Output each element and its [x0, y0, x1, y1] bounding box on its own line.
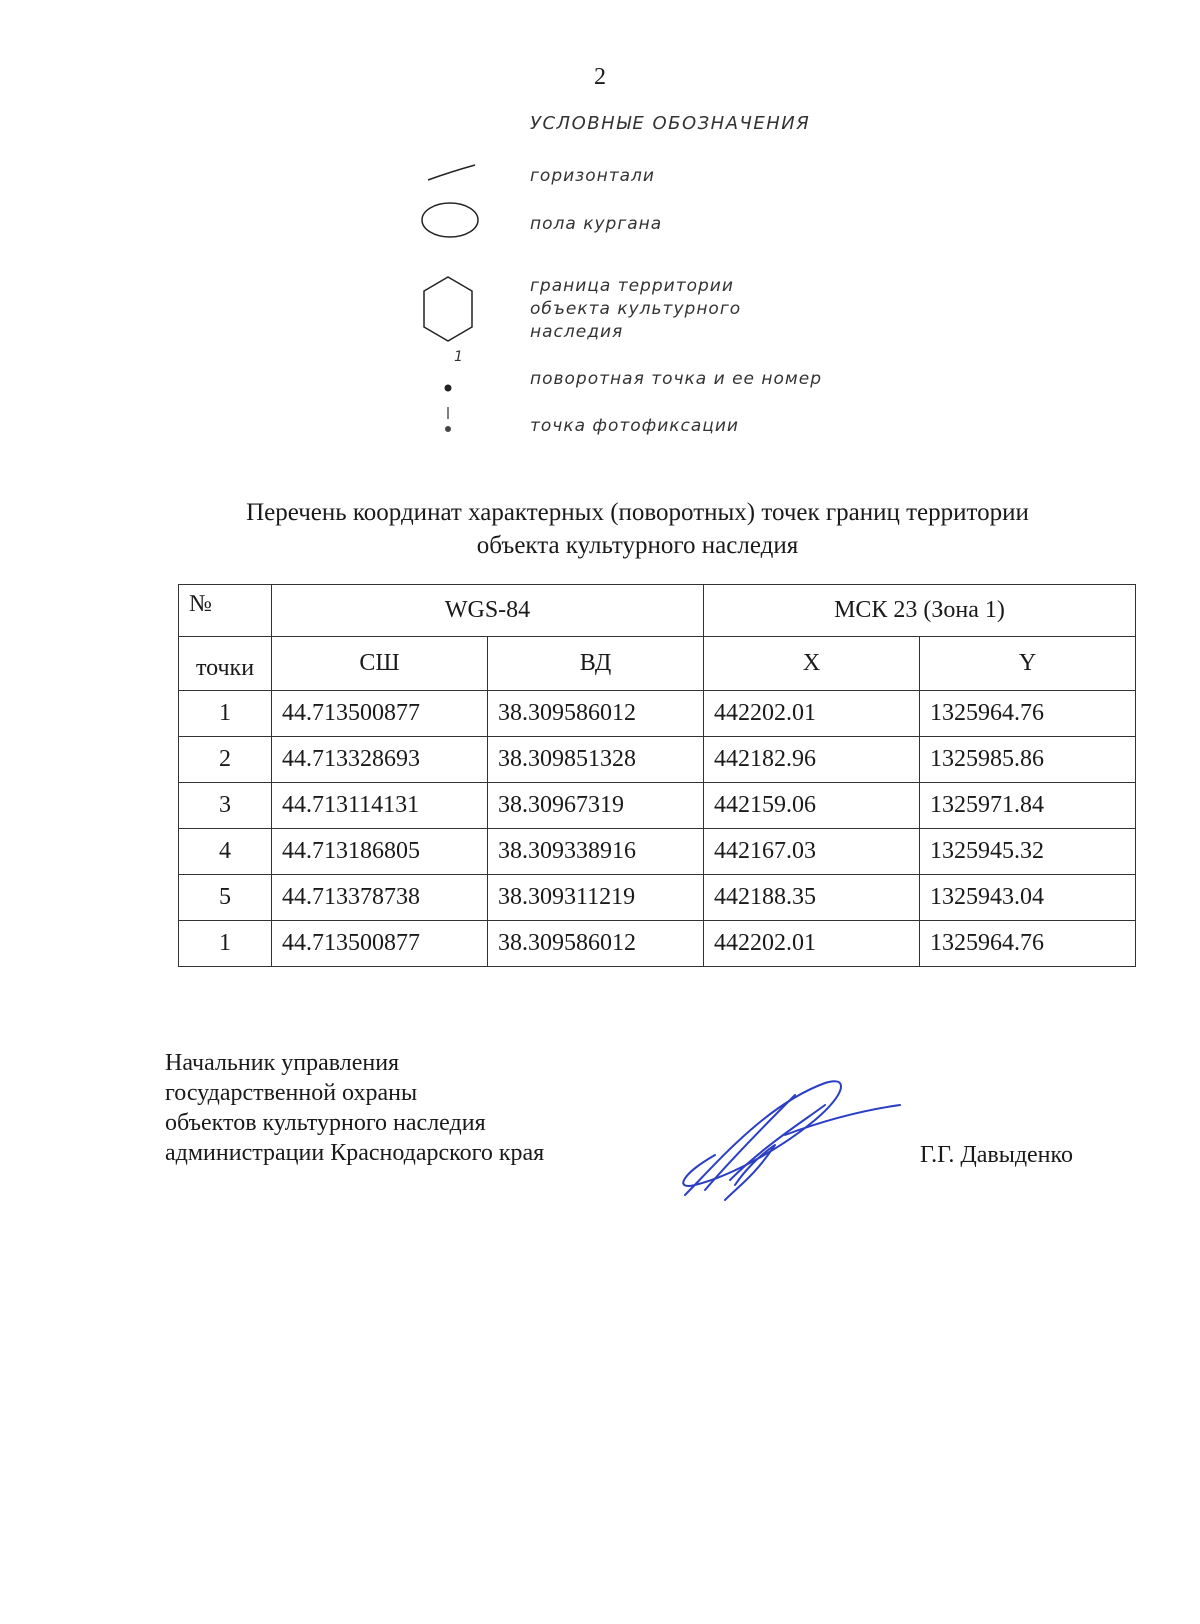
cell-point-number: 5	[179, 875, 272, 921]
header-latitude: СШ	[272, 637, 488, 691]
cell-y: 1325945.32	[920, 829, 1136, 875]
header-point-label: точки	[179, 637, 272, 691]
cell-point-number: 2	[179, 737, 272, 783]
table-row	[179, 829, 1136, 875]
legend-item-contours	[420, 160, 940, 200]
legend-item-turning-point	[420, 349, 940, 400]
legend-item-mound	[420, 200, 940, 250]
header-point-number: №	[179, 585, 272, 637]
header-wgs84: WGS-84	[272, 585, 704, 637]
legend-label: точка фотофиксации	[530, 416, 739, 436]
table-row	[179, 737, 1136, 783]
photo-point-icon	[420, 405, 480, 445]
cell-latitude: 44.713186805	[272, 829, 488, 875]
turning-point-number: 1	[454, 349, 463, 365]
signer-title-line: Начальник управления	[165, 1050, 400, 1076]
table-title-line: объекта культурного наследия	[476, 532, 799, 559]
table-row	[179, 875, 1136, 921]
cell-x: 442202.01	[704, 691, 920, 737]
table-header-row	[179, 637, 1136, 691]
cell-latitude: 44.713378738	[272, 875, 488, 921]
mound-base-ellipse-icon	[420, 200, 480, 245]
legend-item-boundary	[420, 275, 940, 355]
table-title	[170, 496, 1105, 562]
legend-label: горизонтали	[530, 166, 655, 186]
header-msk23: МСК 23 (Зона 1)	[704, 585, 1136, 637]
cell-point-number: 1	[179, 691, 272, 737]
cell-longitude: 38.30967319	[488, 783, 704, 829]
cell-y: 1325943.04	[920, 875, 1136, 921]
cell-longitude: 38.309851328	[488, 737, 704, 783]
coordinates-table	[178, 584, 1136, 967]
cell-longitude: 38.309338916	[488, 829, 704, 875]
signer-title-line: объектов культурного наследия	[165, 1110, 486, 1136]
table-header-row	[179, 585, 1136, 637]
header-y: Y	[920, 637, 1136, 691]
table-row	[179, 921, 1136, 967]
legend-label: наследия	[530, 322, 624, 342]
cell-y: 1325964.76	[920, 921, 1136, 967]
cell-x: 442167.03	[704, 829, 920, 875]
cell-longitude: 38.309311219	[488, 875, 704, 921]
legend-label: поворотная точка и ее номер	[530, 369, 822, 389]
cell-x: 442202.01	[704, 921, 920, 967]
handwritten-signature	[675, 1075, 905, 1205]
cell-y: 1325964.76	[920, 691, 1136, 737]
legend-label: пола кургана	[530, 214, 663, 234]
table-row	[179, 783, 1136, 829]
cell-latitude: 44.713500877	[272, 921, 488, 967]
header-longitude: ВД	[488, 637, 704, 691]
cell-latitude: 44.713328693	[272, 737, 488, 783]
signer-title	[165, 1048, 544, 1168]
cell-y: 1325971.84	[920, 783, 1136, 829]
signer-title-line: государственной охраны	[165, 1080, 418, 1106]
cell-longitude: 38.309586012	[488, 921, 704, 967]
cell-latitude: 44.713114131	[272, 783, 488, 829]
contour-line-icon	[420, 160, 480, 190]
legend-item-photo-point	[420, 405, 940, 445]
cell-point-number: 1	[179, 921, 272, 967]
legend-label: объекта культурного	[530, 299, 742, 319]
cell-longitude: 38.309586012	[488, 691, 704, 737]
cell-point-number: 3	[179, 783, 272, 829]
cell-x: 442159.06	[704, 783, 920, 829]
hexagon-boundary-icon	[420, 275, 480, 355]
cell-latitude: 44.713500877	[272, 691, 488, 737]
signer-title-line: администрации Краснодарского края	[165, 1140, 545, 1166]
legend-label: граница территории	[530, 276, 734, 296]
cell-y: 1325985.86	[920, 737, 1136, 783]
table-row	[179, 691, 1136, 737]
page-number: 2	[594, 64, 606, 90]
header-x: X	[704, 637, 920, 691]
turning-point-icon	[420, 355, 480, 400]
signer-name: Г.Г. Давыденко	[920, 1142, 1073, 1168]
table-title-line: Перечень координат характерных (поворотных) точек границ территории	[246, 499, 1029, 526]
cell-x: 442182.96	[704, 737, 920, 783]
cell-x: 442188.35	[704, 875, 920, 921]
legend-title: УСЛОВНЫЕ ОБОЗНАЧЕНИЯ	[530, 113, 811, 134]
cell-point-number: 4	[179, 829, 272, 875]
